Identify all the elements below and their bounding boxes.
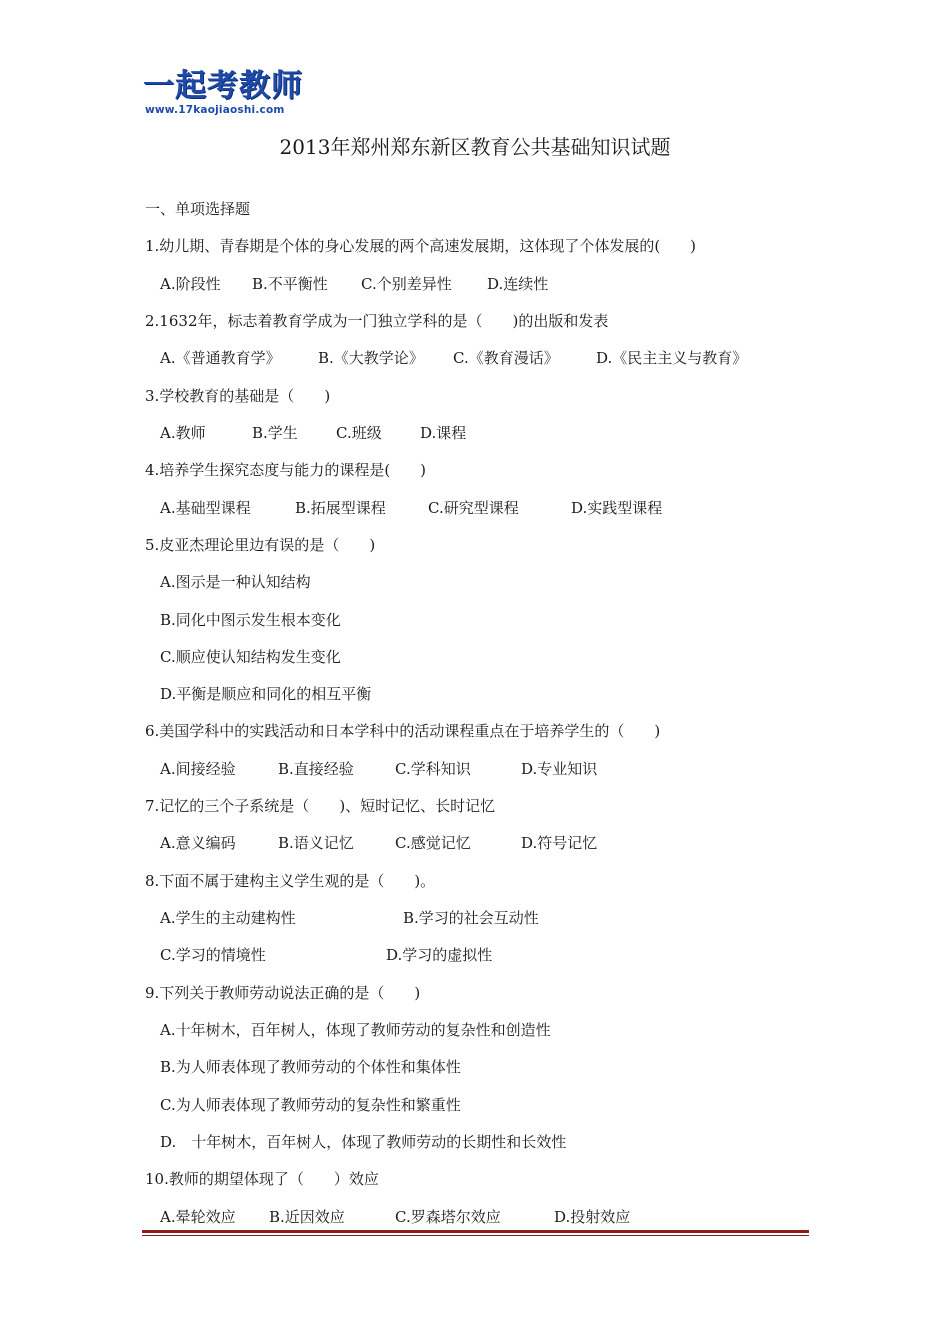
option: C.研究型课程	[428, 499, 519, 517]
option: B.直接经验	[278, 760, 354, 778]
option: D.学习的虚拟性	[386, 946, 493, 964]
logo-text: 一起考教师	[143, 68, 303, 104]
option: B.《大教学论》	[318, 349, 424, 367]
footer-divider	[142, 1230, 809, 1236]
logo-url: www.17kaojiaoshi.com	[145, 104, 285, 116]
option: D.实践型课程	[571, 499, 663, 517]
option-row	[0, 758, 950, 780]
option: C.顺应使认知结构发生变化	[160, 648, 341, 666]
option-row	[0, 1206, 950, 1228]
option: B.语义记忆	[278, 834, 354, 852]
option: C.感觉记忆	[395, 834, 471, 852]
option: B.近因效应	[269, 1208, 345, 1226]
option: C.班级	[336, 424, 382, 442]
option: C.个别差异性	[361, 275, 452, 293]
question-text: 5.皮亚杰理论里边有误的是（ )	[145, 536, 376, 554]
question-text: 2.1632年，标志着教育学成为一门独立学科的是（ )的出版和发表	[145, 312, 609, 330]
option-row	[0, 497, 950, 519]
question-text: 8.下面不属于建构主义学生观的是（ )。	[145, 872, 436, 890]
option: A.图示是一种认知结构	[160, 573, 311, 591]
question-text: 9.下列关于教师劳动说法正确的是（ )	[145, 984, 421, 1002]
option: A.基础型课程	[160, 499, 251, 517]
question-text: 1.幼儿期、青春期是个体的身心发展的两个高速发展期，这体现了个体发展的( )	[145, 237, 697, 255]
option: A.十年树木，百年树人，体现了教师劳动的复杂性和创造性	[160, 1021, 551, 1039]
option: D.连续性	[487, 275, 549, 293]
option-row	[0, 832, 950, 854]
option: B.不平衡性	[252, 275, 328, 293]
option: A.间接经验	[160, 760, 236, 778]
option: A.阶段性	[160, 275, 221, 293]
option: A.《普通教育学》	[160, 349, 281, 367]
option: D.平衡是顺应和同化的相互平衡	[160, 685, 372, 703]
option: C.《教育漫话》	[453, 349, 559, 367]
option: A.意义编码	[160, 834, 236, 852]
option: B.为人师表体现了教师劳动的个体性和集体性	[160, 1058, 461, 1076]
question-text: 4.培养学生探究态度与能力的课程是( )	[145, 461, 427, 479]
option: D.课程	[420, 424, 467, 442]
question-text: 10.教师的期望体现了（ ）效应	[145, 1170, 379, 1188]
question-text: 6.美国学科中的实践活动和日本学科中的活动课程重点在于培养学生的（ )	[145, 722, 661, 740]
option: C.学科知识	[395, 760, 471, 778]
option: D.投射效应	[554, 1208, 631, 1226]
option: D.专业知识	[521, 760, 598, 778]
option: C.为人师表体现了教师劳动的复杂性和繁重性	[160, 1096, 461, 1114]
option: B.学习的社会互动性	[403, 909, 539, 927]
option: B.同化中图示发生根本变化	[160, 611, 341, 629]
option-row	[0, 422, 950, 444]
option: D.符号记忆	[521, 834, 598, 852]
option: A.晕轮效应	[160, 1208, 236, 1226]
option-row	[0, 944, 950, 966]
option: C.学习的情境性	[160, 946, 266, 964]
option: D. 十年树木，百年树人，体现了教师劳动的长期性和长效性	[160, 1133, 567, 1151]
section-heading: 一、单项选择题	[145, 200, 251, 218]
option-row	[0, 273, 950, 295]
option-row	[0, 347, 950, 369]
option: A.学生的主动建构性	[160, 909, 296, 927]
option-row	[0, 907, 950, 929]
option: A.教师	[160, 424, 206, 442]
question-text: 7.记忆的三个子系统是（ )、短时记忆、长时记忆	[145, 797, 496, 815]
document-title: 2013年郑州郑东新区教育公共基础知识试题	[279, 135, 671, 159]
question-text: 3.学校教育的基础是（ )	[145, 387, 331, 405]
logo	[143, 68, 313, 120]
option: D.《民主主义与教育》	[596, 349, 748, 367]
option: B.拓展型课程	[295, 499, 386, 517]
option: C.罗森塔尔效应	[395, 1208, 501, 1226]
option: B.学生	[252, 424, 298, 442]
